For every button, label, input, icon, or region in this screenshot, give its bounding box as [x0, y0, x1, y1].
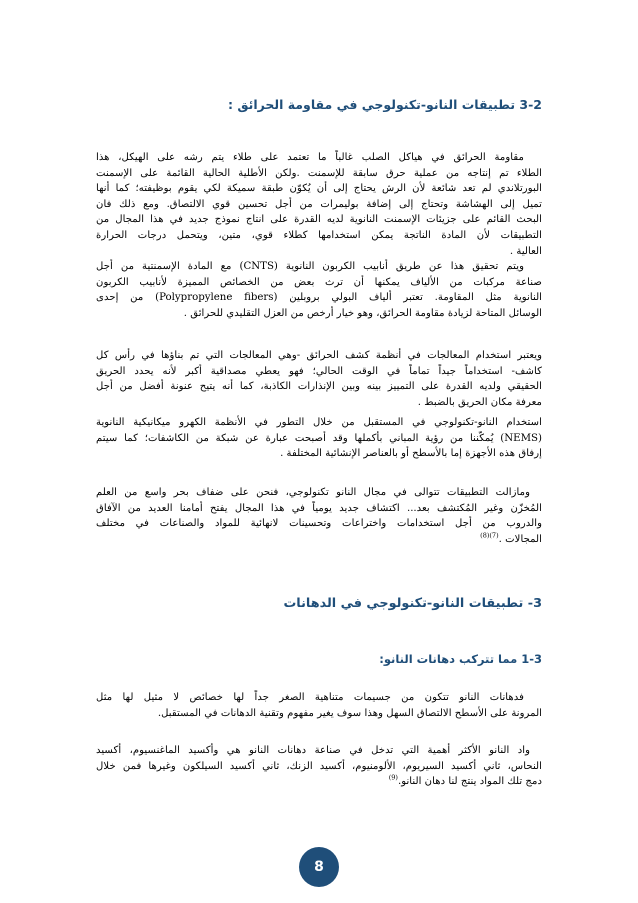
- text-line: كاشف- استخداماً جيداً تماماً في الوقت الحالي؛ فهو يعطي مصداقية أكبر لأنه يحدد الحريق: [96, 365, 542, 377]
- text-line: النانوية مثل المقاومة. تعتبر ألياف البولي بروبلين (Polypropylene fibers) من إحدى: [96, 292, 542, 304]
- text-line: [96, 532, 542, 548]
- text-line: المُخزّن وغير المُكتشف بعد... اكتشاف جديد يومياً في هذا المجال يفتح أمامنا العديد من الآفاق: [96, 502, 542, 514]
- section-3-2-paragraph-3: [96, 348, 542, 410]
- section-3-2-paragraph-2: [96, 259, 542, 321]
- text-line: والدروب من أجل استخدامات واختراعات وتحسينات لانهائية للمواد والصناعات في مختلف: [96, 518, 542, 530]
- text-line: إرفاق هذه الأجهزة إما بالأسطح أو بالعناصر الإنشائية المختلفة .: [280, 448, 542, 460]
- text-fragment: دمج تلك المواد ينتج لنا دهان النانو.: [397, 776, 542, 788]
- text-line: مقاومة الحرائق في هياكل الصلب غالباً ما تعتمد على طلاء يتم رشه على الهيكل، هذا: [96, 152, 524, 163]
- text-fragment: المجالات .: [498, 533, 542, 545]
- text-line: الطلاء تم إنتاجه من عملية حرق سابقة للإسمنت .ولكن الأطلية الحالية القائمة على الإسمنت: [96, 167, 542, 179]
- text-line: البحث القائم على جزيئات الإسمنت النانوية لديه القدرة على انتاج نموذج جديد في هذا المجال من: [96, 214, 542, 226]
- text-line: [96, 774, 542, 790]
- section-3-2-paragraph-5: [96, 485, 542, 547]
- text-line: فدهانات النانو تتكون من جسيمات متناهية الصغر جداً لها خصائص لا مثيل لها مثل: [96, 692, 524, 703]
- text-line: الحقيقي ولديه القدرة على التمييز بينه وبين الإنذارات الكاذبة، كما أنه يتيح عنونة أفضل من أجل: [96, 381, 542, 393]
- text-line: البورتلاندي لم تعد شائعة لأن الرش يحتاج إلى أن يُكوّن طبقة سميكة لكي يقوم بوظيفته؛ كما أنها: [96, 183, 542, 195]
- text-line: الوسائل المتاحة لزيادة مقاومة الحرائق، وهو خيار أرخص من العزل التقليدي للحرائق .: [183, 307, 542, 319]
- text-line: العالية .: [509, 245, 542, 257]
- text-line: واد النانو الأكثر أهمية التي تدخل في صناعة دهانات النانو هي وأكسيد الماغنسيوم، أكسيد: [96, 745, 530, 756]
- section-3-1-paragraph-2: [96, 743, 542, 790]
- text-line: معرفة مكان الحريق بالضبط .: [417, 396, 542, 408]
- section-3-2-paragraph-4: [96, 415, 542, 462]
- text-line: صناعة مركبات من الألياف يمكنها أن ترث بعض من الخصائص المميزة لأنابيب الكربون: [96, 276, 542, 288]
- page-number-badge: 8: [299, 847, 339, 887]
- text-line: النحاس، ثاني أكسيد السيريوم، الألومنيوم، أكسيد الزنك، ثاني أكسيد السيلكون وغيرها فمن خلال: [96, 760, 542, 772]
- text-line: تميل إلى الهشاشة وتحتاج إلى إضافة بوليمرات من أجل تحسين قوي الالتصاق. ومع ذلك فان: [96, 198, 542, 210]
- text-line: استخدام النانو-تكنولوجي في المستقبل من خلال التطور في الأنظمة الكهرو ميكانيكية النانوية: [96, 417, 542, 428]
- section-3-1-heading: 1-3 مما تتركب دهانات النانو:: [379, 652, 542, 666]
- section-3-2-heading: 3-2 تطبيقات النانو-تكنولوجي في مقاومة الحرائق :: [228, 97, 542, 112]
- section-3-2-paragraph-1: [96, 150, 542, 259]
- text-line: المرونة على الأسطح الالتصاق السهل وهذا سوف يغير مفهوم وتقنية الدهانات في المستقبل.: [157, 707, 542, 719]
- text-line: ويتم تحقيق هذا عن طريق أنابيب الكربون النانوية (CNTS) مع المادة الإسمنتية من أجل: [96, 261, 524, 272]
- text-line: ويعتبر استخدام المعالجات في أنظمة كشف الحرائق -وهي المعالجات التي تم بناؤها في رأس كل: [96, 350, 542, 361]
- text-line: ومازالت التطبيقات تتوالى في مجال النانو تكنولوجي، فنحن على ضفاف بحر واسع من العلم: [96, 487, 530, 498]
- reference-superscript: (7)(8): [480, 531, 499, 540]
- reference-superscript: (9): [388, 774, 398, 782]
- text-line: التطبيقات لأن المادة الناتجة يمكن استخدامها كطلاء قوي، متين، ويتحمل درجات الحرارة: [96, 229, 542, 241]
- section-3-heading: 3- تطبيقات النانو-تكنولوجي في الدهانات: [283, 596, 542, 611]
- section-3-1-paragraph-1: [96, 690, 542, 721]
- text-line: (NEMS) يُمكّننا من رؤية المباني بأكملها وقد أصبحت عبارة عن شبكة من الكاشفات؛ كما سيتم: [96, 432, 542, 444]
